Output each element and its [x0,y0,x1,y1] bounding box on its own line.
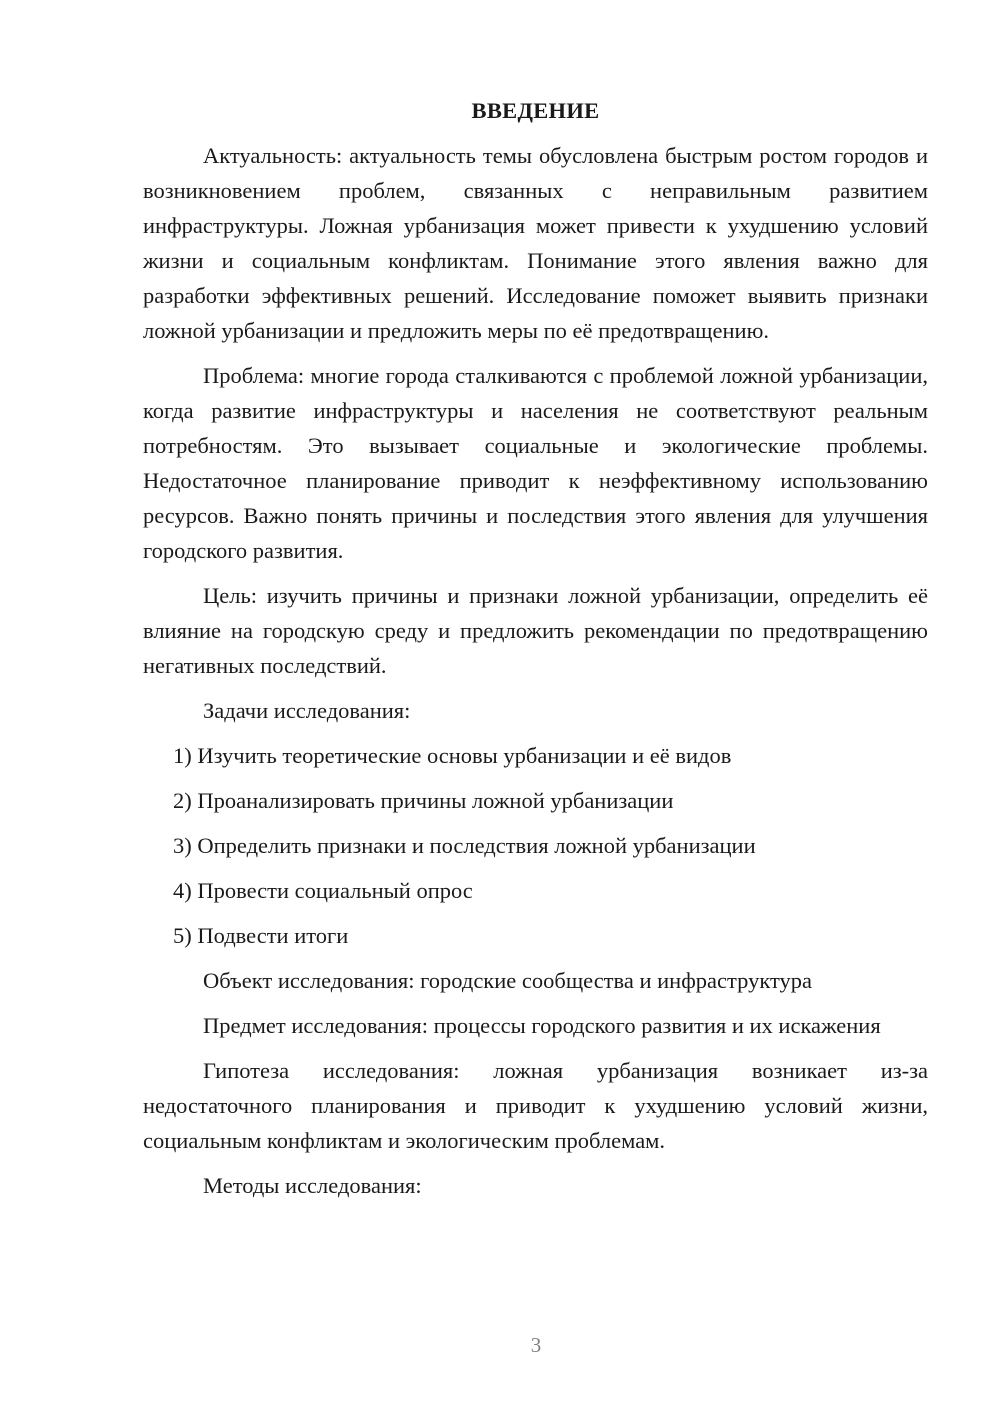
page-title: ВВЕДЕНИЕ [471,98,600,123]
subject-paragraph: Предмет исследования: процессы городского развития и их искажения [203,1013,881,1038]
list-item: 1) Изучить теоретические основы урбанизации и её видов [173,743,732,768]
relevance-paragraph: Актуальность: актуальность темы обусловлена быстрым ростом городов и возникновением проблем, связанных с неправильным развитием инфраструктуры. Ложная урбанизация может привести к ухудшению условий жизни и социальным конфликтам. Понимание этого явления важно для разработки эффективных решений. Исследование поможет выявить признаки ложной урбанизации и предложить меры по её предотвращению. [143,143,928,343]
object-paragraph: Объект исследования: городские сообщества и инфраструктура [203,968,812,993]
problem-paragraph: Проблема: многие города сталкиваются с проблемой ложной урбанизации, когда развитие инфраструктуры и населения не соответствуют реальным потребностям. Это вызывает социальные и экологические проблемы. Недостаточное планирование приводит к неэффективному использованию ресурсов. Важно понять причины и последствия этого явления для улучшения городского развития. [143,363,928,563]
list-item: 5) Подвести итоги [173,923,349,948]
methods-title: Методы исследования: [203,1173,422,1198]
hypothesis-paragraph: Гипотеза исследования: ложная урбанизация возникает из-за недостаточного планирования и приводит к ухудшению условий жизни, социальным конфликтам и экологическим проблемам. [143,1058,928,1153]
list-item: 2) Проанализировать причины ложной урбанизации [173,788,674,813]
page-number: 3 [530,1333,542,1357]
tasks-list [143,738,928,953]
list-item: 3) Определить признаки и последствия ложной урбанизации [173,833,756,858]
tasks-title: Задачи исследования: [203,698,411,723]
page-content [143,93,928,1213]
list-item: 4) Провести социальный опрос [173,878,473,903]
goal-paragraph: Цель: изучить причины и признаки ложной урбанизации, определить её влияние на городскую среду и предложить рекомендации по предотвращению негативных последствий. [143,583,928,678]
